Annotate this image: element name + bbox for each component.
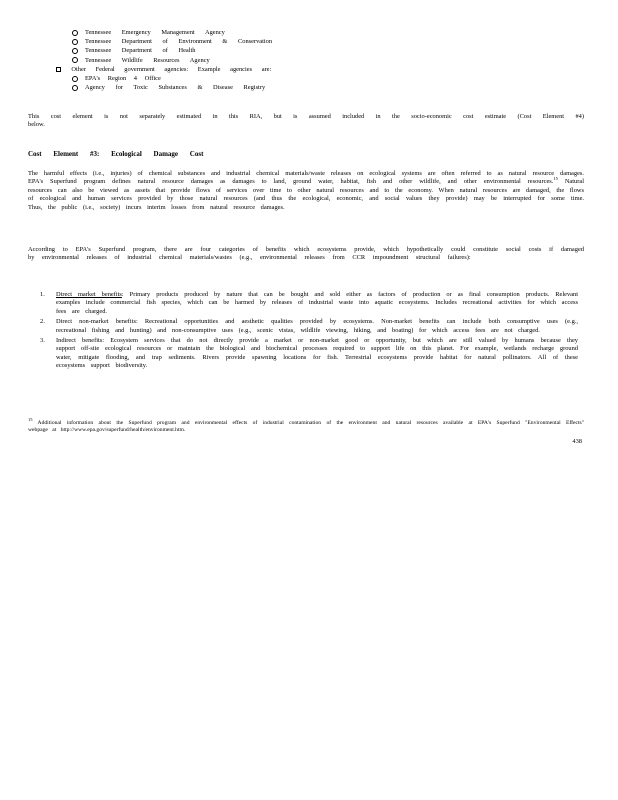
body-paragraph: The harmful effects (i.e., injuries) of chemical substances and industrial chemical materials/waste releases on ecological systems are often referred to as natural resource damages. EPA's Superfund program defines natural resource damages as damages to land, ground water, habitat, fish and other wildlife, and other environmental resources.$^{15}$ Natural resources can also be viewed as assets that provide flows of services over time to other natural resources and to the economy. When natural resources are damaged, the flows of ecological and human services provided by those natural resources (and thus the ecological, economic, and social values they provide) may be interrupted for some time. Thus, the public (i.e., society) incurs interim losses from natural resource damages. bbox=[28, 170, 584, 211]
list-item: Other Federal government agencies: Example agencies are: bbox=[56, 65, 271, 74]
list-item: Tennessee Department of Environment & Conservation bbox=[72, 37, 272, 46]
list-number: 3. bbox=[40, 337, 45, 345]
circle-bullet-icon bbox=[72, 39, 78, 45]
circle-bullet-icon bbox=[72, 57, 78, 63]
benefit-term: Direct market benefits bbox=[56, 291, 122, 298]
list-item: 1. Direct market benefits: Primary products produced by nature that can be bought and sold either as factors of production or as final consumption products. Relevant examples include commercial fish species, which can be harmed by releases of industrial waste into aquatic ecosystems. Includes recreational activities for which access fees are charged. bbox=[40, 291, 578, 315]
list-item: Tennessee Emergency Management Agency bbox=[72, 28, 272, 37]
list-item: Agency for Toxic Substances & Disease Registry bbox=[72, 83, 265, 92]
benefits-list bbox=[40, 291, 580, 373]
circle-bullet-icon bbox=[72, 48, 78, 54]
list-item: Tennessee Wildlife Resources Agency bbox=[72, 56, 272, 65]
circle-bullet-icon bbox=[72, 30, 78, 36]
list-number: 2. bbox=[40, 318, 45, 326]
list-number: 1. bbox=[40, 291, 45, 298]
list-item: Tennessee Department of Health bbox=[72, 46, 272, 55]
body-paragraph: According to EPA's Superfund program, there are four categories of benefits which ecosystems provide, which hypothetically could constitute social costs if damaged by environmental releases of industrial chemical materials/wastes (e.g., environmental releases from CCR impoundment structural failures): bbox=[28, 246, 584, 262]
circle-bullet-icon bbox=[72, 85, 78, 91]
page-number: 438 bbox=[572, 438, 582, 445]
federal-agency-list bbox=[72, 74, 265, 92]
section-heading: Cost Element #3: Ecological Damage Cost bbox=[28, 150, 204, 158]
footnote-ref[interactable]: 15 bbox=[553, 176, 558, 182]
federal-agency-group bbox=[56, 65, 271, 74]
state-agency-list bbox=[72, 28, 272, 65]
note-paragraph: This cost element is not separately estimated in this RIA, but is assumed included in the socio-economic cost estimate (Cost Element #4) below. bbox=[28, 113, 584, 129]
footnote: $^{15}$ Additional information about the Superfund program and environmental effects of industrial contamination of the environment and natural resources available at EPA's Superfund "Environmental Effects" webpage at http://www.epa.gov/superfund/health/environment.htm. bbox=[28, 417, 584, 434]
square-bullet-icon bbox=[56, 67, 61, 72]
footnote-number: 15 bbox=[28, 417, 33, 423]
list-item: EPA's Region 4 Office bbox=[72, 74, 265, 83]
benefit-term: Direct non-market benefits bbox=[56, 318, 136, 326]
benefit-term: Indirect benefits bbox=[56, 337, 103, 345]
list-item: 2. Direct non-market benefits: Recreational opportunities and aesthetic qualities provided by ecosystems. Non-market benefits can include both consumptive uses (e.g., recreational fishing and hunting) and non-consumptive uses (e.g., scenic vistas, wildlife viewing, hiking, and boating) for which access fees are not charged. bbox=[40, 318, 578, 334]
list-item: 3. Indirect benefits: Ecosystem services that do not directly provide a market or non-market good or opportunity, but which are still valued by humans because they support off-site ecological resources or maintain the biological and biochemical processes required to support life on this planet. For example, wetlands recharge ground water, mitigate flooding, and trap sediments. Rivers provide spawning locations for fish. Terrestrial ecosystems provide habitat for natural pollinators. All of these ecosystems support biodiversity. bbox=[40, 337, 578, 370]
circle-bullet-icon bbox=[72, 76, 78, 82]
